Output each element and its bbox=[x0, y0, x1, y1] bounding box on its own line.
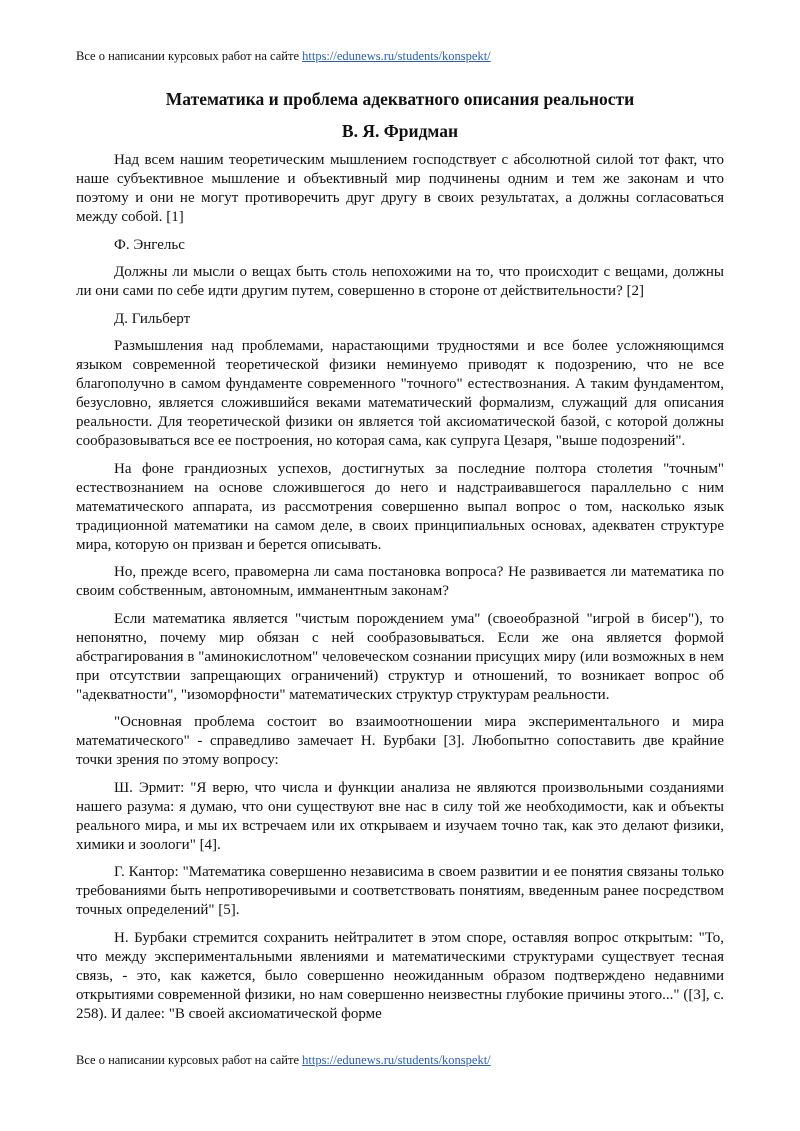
paragraph: Если математика является "чистым порождением ума" (своеобразной "игрой в бисер"), то непонятно, почему мир обязан с ней сообразовываться. Если же она является формой абстрагирования в "аминокислотном" человеческом сознании присущих миру (или возможных в нем при отсутствии запрещающих ограничений) структур и отношений, то возникает вопрос об "адекватности", "изоморфности" математических структур структурам реальности. bbox=[76, 610, 724, 703]
page-footer bbox=[76, 1052, 491, 1068]
footer-text: Все о написании курсовых работ на сайте bbox=[76, 1053, 299, 1067]
quote-author: Ф. Энгельс bbox=[114, 236, 185, 253]
paragraph: "Основная проблема состоит во взаимоотношении мира экспериментального и мира математического" - справедливо замечает Н. Бурбаки [3]. Любопытно сопоставить две крайние точки зрения по этому вопросу: bbox=[76, 714, 724, 768]
footer-link[interactable]: https://edunews.ru/students/konspekt/ bbox=[302, 1053, 491, 1067]
quote-author: Д. Гильберт bbox=[114, 310, 191, 327]
page-header bbox=[76, 48, 491, 64]
paragraph: На фоне грандиозных успехов, достигнутых за последние полтора столетия "точным" естествознанием на основе сложившегося до него и надстраивавшегося параллельно с ним математического аппарата, из рассмотрения совершенно выпал вопрос о том, насколько язык традиционной математики на самом деле, в своих принципиальных основах, адекватен структуре мира, которую он призван и берется описывать. bbox=[76, 460, 724, 553]
header-text: Все о написании курсовых работ на сайте bbox=[76, 49, 299, 63]
document-title: Математика и проблема адекватного описания реальности bbox=[165, 89, 635, 109]
document-author: В. Я. Фридман bbox=[341, 121, 459, 141]
header-link[interactable]: https://edunews.ru/students/konspekt/ bbox=[302, 49, 491, 63]
paragraph: Размышления над проблемами, нарастающими трудностями и все более усложняющимся языком современной теоретической физики неминуемо приводят к подозрению, что не все благополучно в самом фундаменте современного "точного" естествознания. А таким фундаментом, безусловно, является сложившийся веками математический формализм, служащий для описания реальности. Для теоретической физики он является той аксиоматической базой, с которой должны сообразовываться все ее построения, но которая сама, как супруга Цезаря, "выше подозрений". bbox=[76, 338, 724, 449]
paragraph: Над всем нашим теоретическим мышлением господствует с абсолютной силой тот факт, что наше субъективное мышление и объективный мир подчинены одним и тем же законам и что поэтому и они не могут противоречить друг другу в своих результатах, а должны согласоваться между собой. [1] bbox=[76, 152, 724, 225]
paragraph: Должны ли мысли о вещах быть столь непохожими на то, что происходит с вещами, должны ли они сами по себе идти другим путем, совершенно в стороне от действительности? [2] bbox=[76, 264, 724, 299]
paragraph: Ш. Эрмит: "Я верю, что числа и функции анализа не являются произвольными созданиями нашего разума: я думаю, что они существуют вне нас в силу той же необходимости, как и объекты реального мира, и мы их встречаем или их открываем и изучаем точно так, как это делают физики, химики и зоологи" [4]. bbox=[76, 779, 724, 853]
document-body bbox=[76, 88, 724, 1048]
paragraph: Н. Бурбаки стремится сохранить нейтралитет в этом споре, оставляя вопрос открытым: "То, что между экспериментальными явлениями и математическими структурами существует тесная связь, - это, как кажется, было совершенно неожиданным образом подтверждено недавними открытиями современной физики, но нам совершенно неизвестны глубокие причины этого..." ([3], с. 258). И далее: "В своей аксиоматической форме bbox=[76, 929, 724, 1022]
paragraph: Г. Кантор: "Математика совершенно независима в своем развитии и ее понятия связаны только требованиями быть непротиворечивыми и соответствовать понятиям, введенным ранее посредством точных определений" [5]. bbox=[76, 864, 724, 918]
paragraph: Но, прежде всего, правомерна ли сама постановка вопроса? Не развивается ли математика по своим собственным, автономным, имманентным законам? bbox=[76, 564, 724, 599]
